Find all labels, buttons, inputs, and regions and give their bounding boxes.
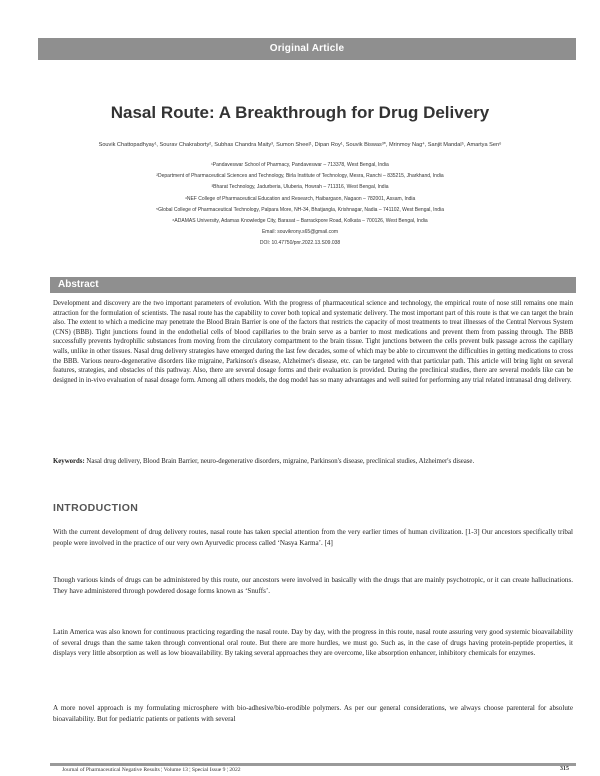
paper-title: Nasal Route: A Breakthrough for Drug Delivery (110, 103, 490, 122)
footer-journal-info: Journal of Pharmaceutical Negative Results ¦ Volume 13 ¦ Special Issue 9 ¦ 2022 (62, 767, 241, 773)
intro-paragraph: Latin America was also known for continuous practicing regarding the nasal route. Day by day, with the progress in this route, nasal route assuring very good systemic bioavailability of several drugs than the same taken through conventional oral route. But there are more hurdles, we must go. Such as, in the case of drugs having protein-peptide properties, it displays very little absorption as well as low bioavailability. By taking several approaches they are overcome, like absorption enhancer, inhibitory chemicals for enzymes. (53, 628, 573, 658)
keywords-label: Keywords: (53, 458, 85, 465)
affiliation-item: ⁵Global College of Pharmaceutical Technology, Palpara More, NH-34, Bhatjangla, Krishnagar, Nadia – 741102, West Bengal, India (156, 206, 444, 213)
footer-rule (50, 763, 576, 766)
affiliation-item: ⁶ADAMAS University, Adamas Knowledge City, Barasat – Barrackpore Road, Kolkata – 700126, West Bengal, India (172, 218, 428, 225)
introduction-heading: INTRODUCTION (53, 502, 139, 514)
intro-paragraph: A more novel approach is my formulating microsphere with bio-adhesive/bio-erodible polymers. As per our general considerations, we always choose parenteral for absolute bioavailability. But for pediatric patients or patients with several (53, 704, 573, 723)
doi: DOI: 10.47750/pnr.2022.13.S09.038 (259, 240, 341, 247)
affiliation-item: ⁴NEF College of Pharmaceutical Education and Research, Haibargaon, Nagaon – 782001, Assam, India (184, 195, 416, 202)
affiliation-item: ¹Pandaveswar School of Pharmacy, Pandaveswar – 713378, West Bengal, India (211, 162, 389, 168)
abstract-heading: Abstract (58, 279, 99, 290)
affiliation-item: ²Department of Pharmaceutical Sciences and Technology, Birla Institute of Technology, Mesra, Ranchi – 835215, Jharkhand, India (156, 173, 444, 180)
keywords-text: Nasal drug delivery, Blood Brain Barrier, neuro-degenerative disorders, migraine, Parkinson's disease, preclinical studies, Alzheimer's disease. (86, 458, 475, 465)
author-list: Souvik Chattopadhyay¹, Sourav Chakraborty², Subhas Chandra Maity³, Sumon Sheel¹, Dipan Roy¹, Souvik Biswas³*, Mrinmoy Nag⁴, Sanjit Mandal⁵, Amartya Sen⁶ (98, 142, 502, 148)
intro-paragraph: Though various kinds of drugs can be administered by this route, our ancestors were involved in basically with the drugs that are mainly psychotropic, or it can create hallucinations. They have administered through powdered dosage forms known as ‘Snuffs’. (53, 576, 573, 595)
intro-paragraph: With the current development of drug delivery routes, nasal route has taken special attention from the very earlier times of human civilization. [1-3] Our ancestors specifically tribal people were involved in the practice of our very own Ayurvedic process called ‘Nasya Karma’. [4] (53, 528, 573, 547)
page-number: 315 (560, 766, 569, 772)
affiliation-list (60, 160, 540, 250)
abstract-text: Development and discovery are the two important parameters of evolution. With the progress of pharmaceutical science and technology, the empirical route of nose still remains one main attraction for the formulation of scientists. The nasal route has the capability to cover both topical and systematic delivery. The most important part of this route is that we can target the brain also. The extent to which a medicine may penetrate the Blood Brain Barrier is one of the factors that restricts the capacity of most treatments to treat illnesses of the Central Nervous System (CNS) (BBB). Tight junctions found in the endothelial cells of blood capillaries to the brain serve as a barrier to most medications and prevent them from passing through. The BBB successfully prevents hydrophilic substances from moving from the circulatory compartment to the brain tissue. Tight junctions between the cells prevent bulk passage across the capillary walls, unlike in other tissues. Nasal drug delivery strategies have emerged during the last few decades, some of which may be able to circumvent the difficulties in getting medications to cross the BBB. Various neuro-degenerative disorders like migraine, Parkinson's disease, Alzheimer's disease, etc. can be targeted with that particular path. This article will bring light on several features, strategies, and obstacles of this pathway. Also, there are several dosage forms and their evaluation is provided. During the preclinical studies, there are several models like can be designed in in-vivo evaluation of nasal dosage form. Among all others models, the dog model has so many advantages and well suited for performing any trial related intranasal drug delivery. (53, 300, 573, 384)
keywords (53, 457, 573, 467)
article-type-banner (38, 38, 576, 60)
affiliation-item: ³Bharat Technology, Jadurberia, Uluberia, Howrah – 711316, West Bengal, India (211, 184, 389, 191)
abstract-heading-bar (50, 277, 576, 293)
author-email: Email: souvikrony.s65@gmail.com (261, 229, 339, 236)
article-type-label: Original Article (269, 43, 345, 54)
